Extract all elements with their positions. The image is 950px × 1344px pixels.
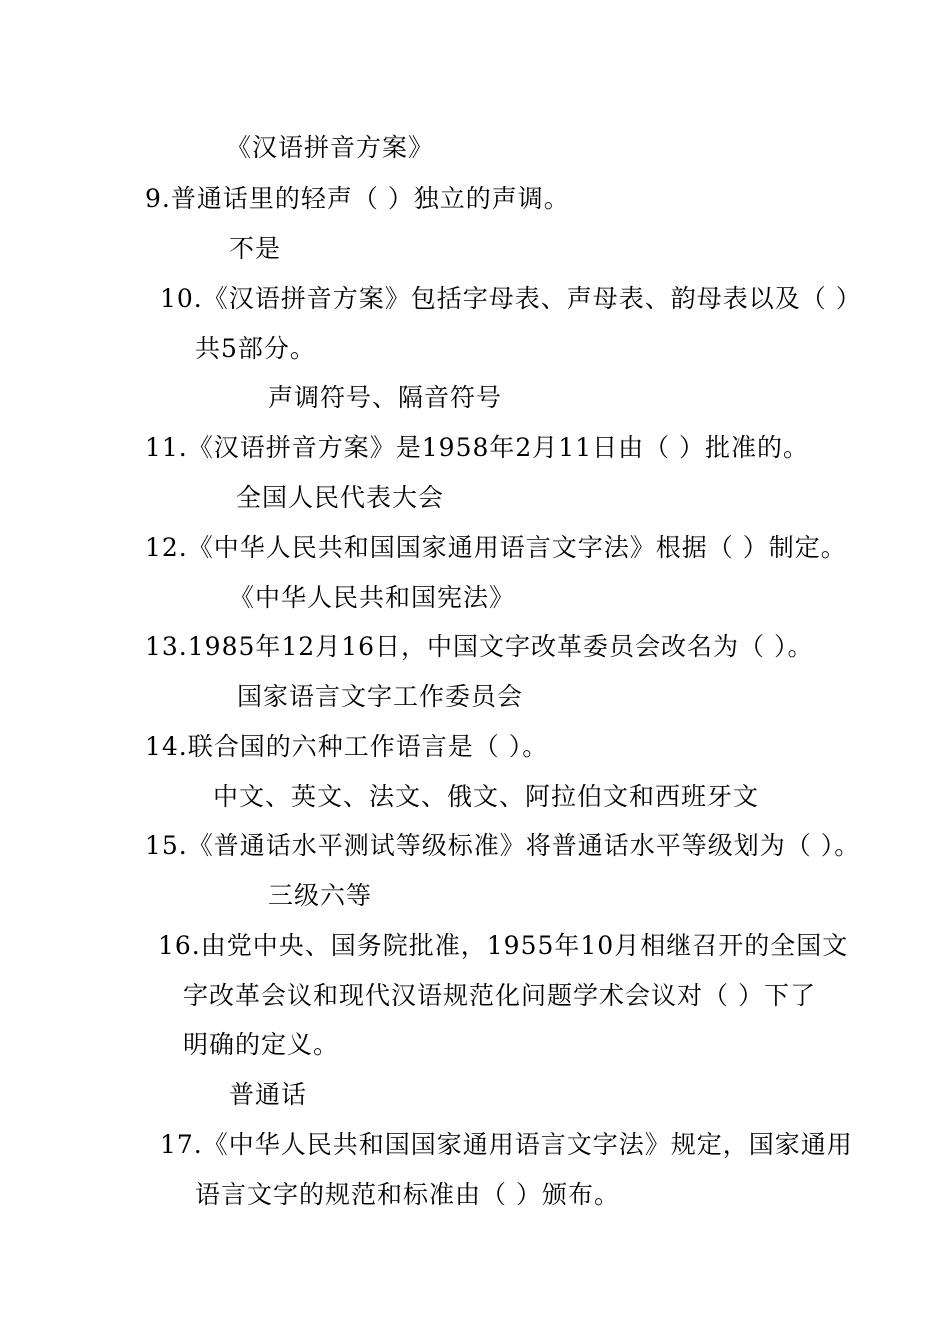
question-17-line-1: 17.《中华人民共和国国家通用语言文字法》规定，国家通用 [160,1130,853,1159]
answer-12: 《中华人民共和国宪法》 [229,583,516,612]
answer-10: 声调符号、隔音符号 [268,383,503,412]
answer-9: 不是 [229,234,282,263]
question-10-line-2: 共5部分。 [195,334,316,363]
question-17-line-2: 语言文字的规范和标准由（ ）颁布。 [195,1180,620,1209]
answer-13: 国家语言文字工作委员会 [237,682,524,711]
question-9: 9.普通话里的轻声（ ）独立的声调。 [145,184,570,213]
answer-16: 普通话 [229,1080,308,1109]
answer-11: 全国人民代表大会 [236,483,445,512]
question-13: 13.1985年12月16日，中国文字改革委员会改名为（ ）。 [145,632,814,661]
question-10-line-1: 10.《汉语拼音方案》包括字母表、声母表、韵母表以及（ ） [160,284,862,313]
question-16-line-2: 字改革会议和现代汉语规范化问题学术会议对（ ）下了 [183,981,816,1010]
question-12: 12.《中华人民共和国国家通用语言文字法》根据（ ）制定。 [145,533,847,562]
question-16-line-3: 明确的定义。 [183,1030,340,1059]
answer-8: 《汉语拼音方案》 [226,133,435,162]
answer-15: 三级六等 [268,881,373,910]
question-14: 14.联合国的六种工作语言是（ ）。 [145,732,549,761]
question-15: 15.《普通话水平测试等级标准》将普通话水平等级划为（ ）。 [145,831,861,860]
question-16-line-1: 16.由党中央、国务院批准，1955年10月相继召开的全国文 [158,931,849,960]
question-11: 11.《汉语拼音方案》是1958年2月11日由（ ）批准的。 [145,433,810,462]
answer-14: 中文、英文、法文、俄文、阿拉伯文和西班牙文 [213,782,760,811]
